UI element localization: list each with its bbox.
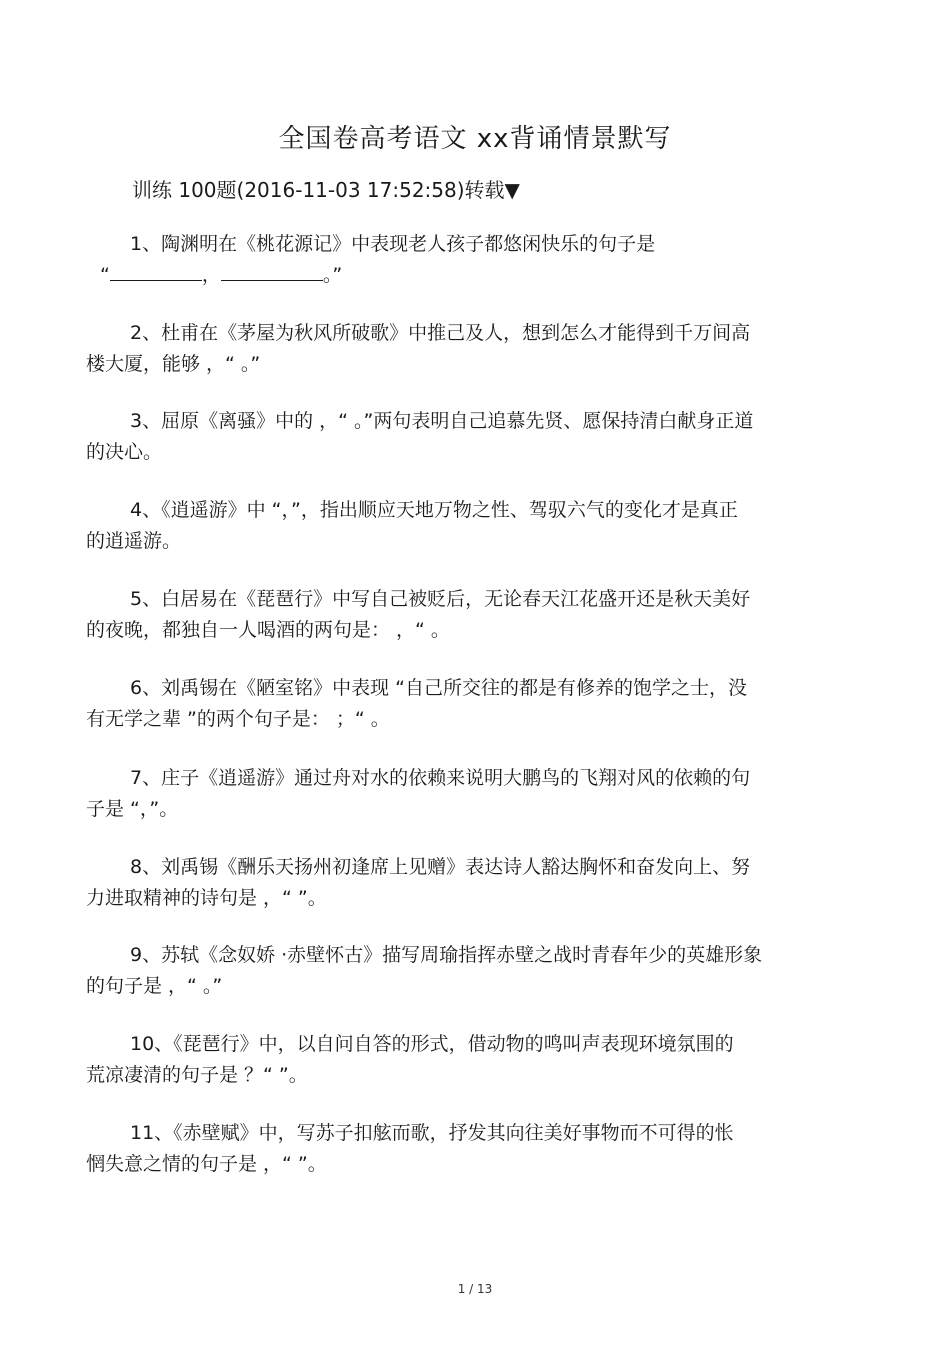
question-text: 3、屈原《离骚》中的 ，“ 。”两句表明自己追慕先贤、愿保持清白献身正道 <box>130 410 754 432</box>
question-text: 荒凉凄清的句子是 ？“ ”。 <box>86 1064 308 1086</box>
question-9 <box>86 940 836 1002</box>
question-8 <box>86 852 836 914</box>
question-text: 8、刘禹锡《酬乐天扬州初逢席上见赠》表达诗人豁达胸怀和奋发向上、努 <box>130 856 751 878</box>
question-text: 的决心。 <box>86 441 163 463</box>
question-3 <box>86 406 836 468</box>
question-text: 的夜晚，都独自一人喝酒的两句是： ，“ 。 <box>86 619 450 641</box>
question-text: 的句子是 ，“ 。” <box>86 975 223 997</box>
question-text: 力进取精神的诗句是 ，“ ”。 <box>86 887 327 909</box>
question-6 <box>86 673 836 735</box>
question-text: 5、白居易在《琵琶行》中写自己被贬后，无论春天江花盛开还是秋天美好 <box>130 588 751 610</box>
question-10 <box>86 1029 836 1091</box>
question-5 <box>86 584 836 646</box>
question-1 <box>86 229 836 291</box>
question-11 <box>86 1118 836 1180</box>
question-text: 楼大厦，能够 ，“ 。” <box>86 353 261 375</box>
blank-line <box>110 262 202 281</box>
question-7 <box>86 763 836 825</box>
question-text: 10、《琵琶行》中，以自问自答的形式，借动物的鸣叫声表现环境氛围的 <box>130 1033 734 1055</box>
open-quote: “ <box>100 264 110 286</box>
question-text: 9、苏轼《念奴娇 ·赤壁怀古》描写周瑜指挥赤壁之战时青春年少的英雄形象 <box>130 944 763 966</box>
question-text: 1、陶渊明在《桃花源记》中表现老人孩子都悠闲快乐的句子是 <box>130 233 656 255</box>
question-4 <box>86 495 836 557</box>
answer-blanks <box>86 260 836 291</box>
question-text: 6、刘禹锡在《陋室铭》中表现 “自己所交往的都是有修养的饱学之士，没 <box>130 677 747 699</box>
subtitle: 训练 100题(2016-11-03 17:52:58)转载▼ <box>132 178 520 202</box>
comma: ， <box>201 264 221 286</box>
question-text: 2、杜甫在《茅屋为秋风所破歌》中推己及人，想到怎么才能得到千万间高 <box>130 322 751 344</box>
close-quote: 。” <box>322 264 343 286</box>
question-2 <box>86 318 836 380</box>
page-title: 全国卷高考语文 xx背诵情景默写 <box>278 124 672 154</box>
blank-line <box>221 262 323 281</box>
page-number: 1 / 13 <box>457 1282 493 1296</box>
question-text: 惘失意之情的句子是 ，“ ”。 <box>86 1153 327 1175</box>
question-text: 7、庄子《逍遥游》通过舟对水的依赖来说明大鹏鸟的飞翔对风的依赖的句 <box>130 767 751 789</box>
question-text: 的逍遥游。 <box>86 530 182 552</box>
question-text: 4、《逍遥游》中 “，”，指出顺应天地万物之性、驾驭六气的变化才是真正 <box>130 499 738 521</box>
question-text: 有无学之辈 ”的两个句子是： ；“ 。 <box>86 708 390 730</box>
question-text: 子是 “，”。 <box>86 798 179 820</box>
question-text: 11、《赤壁赋》中，写苏子扣舷而歌，抒发其向往美好事物而不可得的怅 <box>130 1122 734 1144</box>
